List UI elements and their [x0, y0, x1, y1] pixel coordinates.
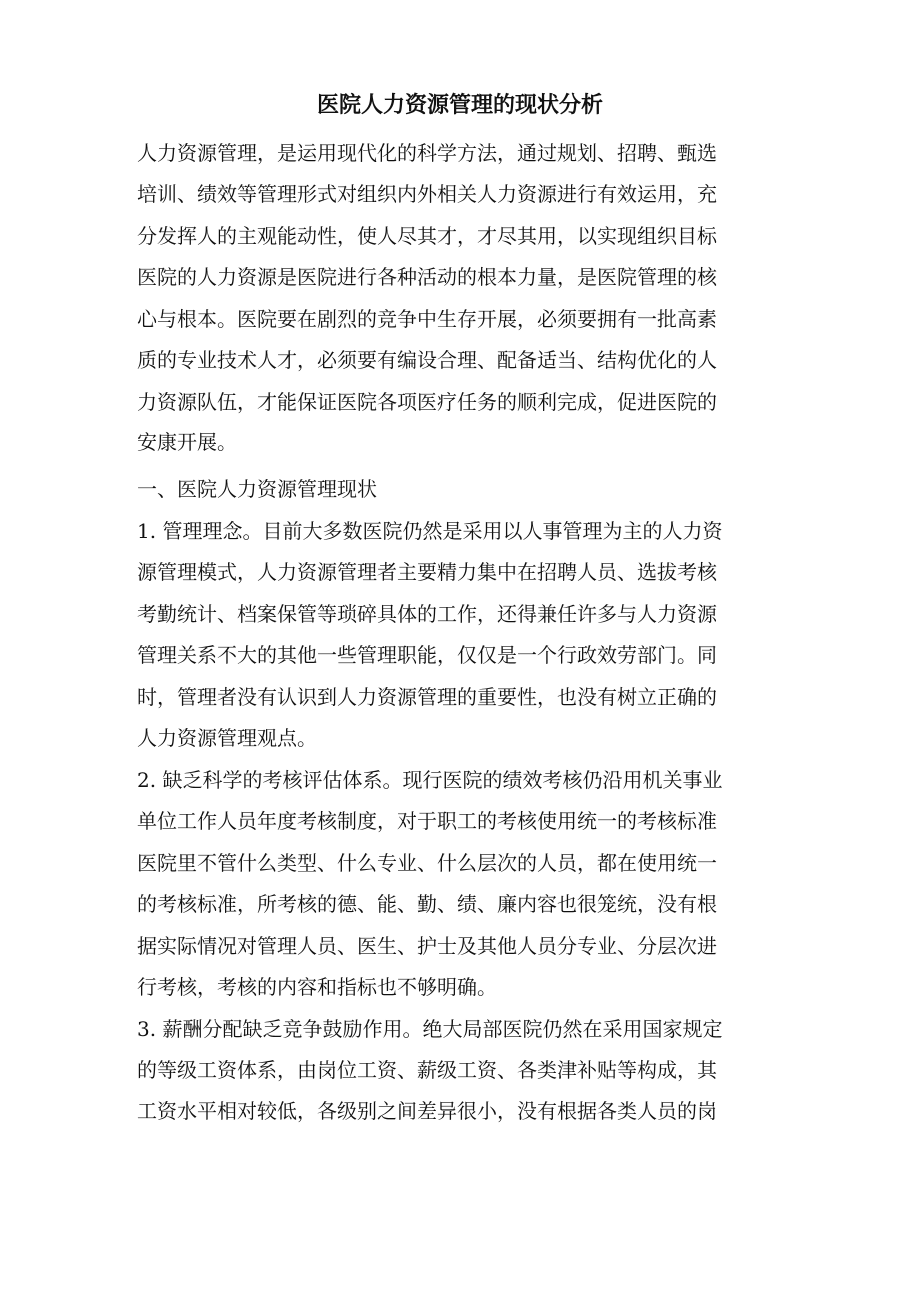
text-line: 管理关系不大的其他一些管理职能，仅仅是一个行政效劳部门。同 [137, 643, 717, 667]
text-line: 安康开展。 [137, 430, 237, 454]
text-line: 据实际情况对管理人员、医生、护士及其他人员分专业、分层次进 [137, 934, 717, 958]
text-line: 源管理模式，人力资源管理者主要精力集中在招聘人员、选拔考核 [137, 560, 717, 584]
text-line: 心与根本。医院要在剧烈的竞争中生存开展，必须要拥有一批高素 [137, 307, 717, 331]
text-line: 质的专业技术人才，必须要有编设合理、配备适当、结构优化的人 [137, 348, 717, 372]
text-line: 工资水平相对较低，各级别之间差异很小，没有根据各类人员的岗 [137, 1099, 717, 1123]
text-line: 1. 管理理念。目前大多数医院仍然是采用以人事管理为主的人力资 [137, 519, 723, 543]
text-line: 人力资源管理，是运用现代化的科学方法，通过规划、招聘、甄选 [137, 141, 717, 165]
document-title: 医院人力资源管理的现状分析 [316, 92, 603, 118]
text-line: 的等级工资体系，由岗位工资、薪级工资、各类津补贴等构成，其 [137, 1058, 717, 1082]
text-line: 时，管理者没有认识到人力资源管理的重要性，也没有树立正确的 [137, 685, 717, 709]
text-line: 医院的人力资源是医院进行各种活动的根本力量，是医院管理的核 [137, 265, 717, 289]
text-line: 行考核，考核的内容和指标也不够明确。 [137, 975, 497, 999]
text-line: 医院里不管什么类型、什么专业、什么层次的人员，都在使用统一 [137, 851, 717, 875]
text-line: 3. 薪酬分配缺乏竞争鼓励作用。绝大局部医院仍然在采用国家规定 [137, 1017, 723, 1041]
text-line: 分发挥人的主观能动性，使人尽其才，才尽其用，以实现组织目标 [137, 224, 717, 248]
text-line: 2. 缺乏科学的考核评估体系。现行医院的绩效考核仍沿用机关事业 [137, 768, 723, 792]
text-line: 考勤统计、档案保管等琐碎具体的工作，还得兼任许多与人力资源 [137, 602, 717, 626]
text-line: 人力资源管理观点。 [137, 726, 317, 750]
text-line: 培训、绩效等管理形式对组织内外相关人力资源进行有效运用，充 [137, 182, 717, 206]
text-line: 力资源队伍，才能保证医院各项医疗任务的顺利完成，促进医院的 [137, 390, 717, 414]
text-line: 的考核标准，所考核的德、能、勤、绩、廉内容也很笼统，没有根 [137, 892, 717, 916]
text-line: 单位工作人员年度考核制度，对于职工的考核使用统一的考核标准 [137, 809, 717, 833]
text-line: 一、医院人力资源管理现状 [137, 477, 377, 501]
